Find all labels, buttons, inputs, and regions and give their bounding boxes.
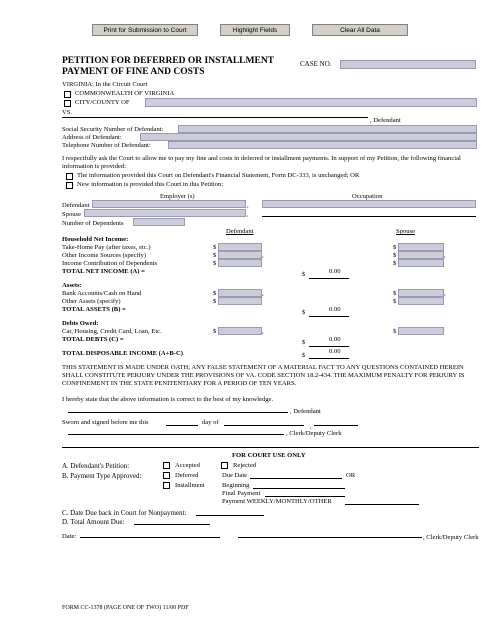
sworn-day-line (166, 419, 198, 426)
form-id: FORM CC-1378 (PAGE ONE OF TWO) 11/00 PDF (62, 605, 189, 611)
address-label: Address of Defendant: (62, 134, 122, 141)
other-assets-defendant-field[interactable] (218, 297, 262, 305)
employer-heading: Employer (s) (160, 193, 195, 200)
title-line2: PAYMENT OF FINE AND COSTS (62, 67, 205, 77)
defendant-name-line (62, 110, 368, 118)
household-heading: Household Net Income: (62, 236, 129, 243)
beginning-line (253, 482, 345, 489)
print-button[interactable]: Print for Submission to Court (92, 24, 198, 36)
col-spouse: Spouse (396, 228, 416, 235)
other-income-defendant-field[interactable] (218, 251, 262, 259)
ssn-field[interactable] (178, 125, 477, 133)
final-payment-label: Final Payment (222, 490, 261, 497)
total-income-label: TOTAL NET INCOME (A) = (62, 268, 145, 275)
commonwealth-label: COMMONWEALTH OF VIRGINIA (75, 90, 175, 97)
debts-heading: Debts Owed: (62, 320, 99, 327)
currency: $ (393, 290, 397, 297)
bank-defendant-field[interactable] (218, 289, 262, 297)
address-field[interactable] (140, 133, 477, 141)
sworn-label: Sworn and signed before me this (62, 419, 149, 426)
payment-type-label: B. Payment Type Approved: (62, 472, 142, 480)
court-clerk-label: , Clerk/Deputy Clerk (423, 534, 479, 541)
comma-2: , (247, 211, 249, 218)
currency: $ (393, 298, 397, 305)
rejected-checkbox[interactable] (221, 462, 228, 469)
take-home-spouse-field[interactable] (398, 243, 444, 251)
currency: $ (302, 352, 306, 359)
sworn-month-line (224, 419, 304, 426)
title-line1: PETITION FOR DEFERRED OR INSTALLMENT (62, 56, 275, 66)
phone-field[interactable] (168, 141, 477, 149)
oath-paragraph: THIS STATEMENT IS MADE UNDER OATH; ANY FALSE STATEMENT OF A MATERIAL FACT TO ANY QUESTIONS CONTAINED HEREIN SHALL CONSTITUTE PERJURY UNDER THE PROVISIONS OF VA. CODE SECTION 18.2-434. THE MAXIMUM PENALTY FOR PERJURY IS CONFINEMENT IN THE STATE PENITENTIARY FOR A PERIOD OF TEN YEARS. (62, 364, 465, 387)
clerk-signature-line (68, 426, 284, 435)
installment-checkbox[interactable] (163, 482, 170, 489)
court-line: VIRGINIA: In the Circuit Court (62, 81, 148, 88)
day-of-label: day of (202, 419, 219, 426)
date-due-back-label: C. Date Due back in Court for Nonpayment: (62, 509, 187, 517)
spouse-employer-field[interactable] (84, 209, 246, 217)
take-home-label: Take-Home Pay (after taxes, etc.) (62, 244, 151, 251)
currency: $ (393, 328, 397, 335)
emp-defendant-label: Defendant (62, 202, 90, 209)
petition-label: A. Defendant's Petition: (62, 462, 130, 470)
certify-text: I hereby state that the above information is correct to the best of my knowledge. (62, 396, 274, 403)
unchanged-label: The information provided this Court on Defendant's Financial Statement, Form DC-333, is unchanged; OR (77, 172, 360, 179)
total-income-value: 0.00 (329, 268, 341, 275)
case-no-label: CASE NO. (300, 60, 332, 68)
date-label: Date: (62, 533, 77, 540)
new-info-checkbox[interactable] (66, 182, 73, 189)
payment-freq-line (345, 498, 419, 505)
debts-spouse-field[interactable] (398, 327, 444, 335)
defendant-employer-field[interactable] (92, 200, 246, 208)
date-due-back-line (196, 509, 264, 516)
due-date-label: Due Date (222, 472, 248, 479)
highlight-fields-button[interactable]: Highlight Fields (220, 24, 290, 36)
unchanged-checkbox[interactable] (66, 173, 73, 180)
dependents-label: Number of Dependents (62, 220, 124, 227)
income-contrib-label: Income Contribution of Dependents (62, 260, 158, 267)
comma-7: , (262, 328, 264, 335)
currency: $ (302, 339, 306, 346)
comma-6: , (444, 290, 446, 297)
oath-clerk-label: , Clerk/Deputy Clerk (286, 430, 342, 437)
currency: $ (393, 260, 397, 267)
intro-paragraph: I respectfully ask the Court to allow me to pay my fine and costs in deferred or installment payments. In support of my Petition, the following financial information is provided: (62, 155, 461, 170)
comma-3: , (262, 252, 264, 259)
total-debts-label: TOTAL DEBTS (C) = (62, 336, 124, 343)
currency: $ (302, 271, 306, 278)
final-payment-line (265, 490, 345, 497)
clear-all-button[interactable]: Clear All Data (312, 24, 408, 36)
currency: $ (393, 252, 397, 259)
currency: $ (302, 309, 306, 316)
occupation-heading: Occupation (352, 193, 383, 200)
currency: $ (213, 298, 217, 305)
accepted-checkbox[interactable] (163, 462, 170, 469)
deferred-checkbox[interactable] (163, 472, 170, 479)
oath-defendant-label: , Defendant (290, 408, 321, 415)
comma-5: , (262, 290, 264, 297)
vs-label: VS. (62, 109, 73, 116)
city-county-checkbox[interactable] (64, 100, 71, 107)
total-disposable-value: 0.00 (329, 348, 341, 355)
court-use-heading: FOR COURT USE ONLY (232, 452, 306, 459)
phone-label: Telephone Number of Defendant: (62, 142, 151, 149)
currency: $ (213, 260, 217, 267)
contrib-spouse-field[interactable] (398, 259, 444, 267)
ssn-label: Social Security Number of Defendant: (62, 126, 164, 133)
emp-spouse-label: Spouse (62, 211, 82, 218)
spouse-occupation-line (262, 208, 476, 217)
installment-label: Installment (175, 482, 205, 489)
col-defendant: Defendant (226, 228, 254, 235)
total-disposable-label: TOTAL DISPOSABLE INCOME (A+B-C) (62, 350, 183, 357)
deferred-label: Deferred (175, 472, 199, 479)
or-label: OR (346, 472, 356, 479)
city-county-label: CITY/COUNTY OF (75, 99, 130, 106)
dependents-field[interactable] (133, 218, 185, 226)
bank-label: Bank Accounts/Cash on Hand (62, 290, 142, 297)
other-assets-spouse-field[interactable] (398, 297, 444, 305)
case-no-field[interactable] (340, 60, 476, 69)
commonwealth-checkbox[interactable] (64, 91, 71, 98)
defendant-signature-line (68, 404, 288, 413)
accepted-label: Accepted (175, 462, 200, 469)
defendant-suffix: , Defendant (370, 117, 401, 124)
due-date-line (250, 472, 342, 479)
total-due-line (134, 518, 210, 525)
currency: $ (393, 244, 397, 251)
date-line (80, 531, 220, 538)
comma-1: , (247, 202, 249, 209)
other-income-spouse-field[interactable] (398, 251, 444, 259)
total-assets-label: TOTAL ASSETS (B) = (62, 306, 126, 313)
other-income-label: Other Income Sources (specify) (62, 252, 147, 259)
contrib-defendant-field[interactable] (218, 259, 262, 267)
debts-label: Car, Housing, Credit Card, Loan, Etc. (62, 328, 162, 335)
bank-spouse-field[interactable] (398, 289, 444, 297)
currency: $ (213, 252, 217, 259)
city-county-field[interactable] (145, 98, 477, 107)
comma-4: , (444, 252, 446, 259)
rejected-label: Rejected (233, 462, 257, 469)
sworn-year-line (314, 419, 358, 426)
payment-freq-label: Payment WEEKLY/MONTHLY/OTHER (222, 498, 332, 505)
take-home-defendant-field[interactable] (218, 243, 262, 251)
defendant-occupation-field[interactable] (262, 200, 476, 208)
total-due-label: D. Total Amount Due: (62, 518, 125, 526)
beginning-label: Beginning (222, 482, 250, 489)
new-info-label: New information is provided this Court in this Petition: (77, 181, 224, 188)
divider (62, 447, 479, 448)
total-debts-value: 0.00 (329, 336, 341, 343)
assets-heading: Assets: (62, 282, 82, 289)
debts-defendant-field[interactable] (218, 327, 262, 335)
currency: $ (213, 244, 217, 251)
court-clerk-line (238, 531, 422, 538)
sworn-comma: , (310, 423, 312, 430)
currency: $ (213, 290, 217, 297)
other-assets-label: Other Assets (specify) (62, 298, 121, 305)
currency: $ (213, 328, 217, 335)
total-assets-value: 0.00 (329, 306, 341, 313)
